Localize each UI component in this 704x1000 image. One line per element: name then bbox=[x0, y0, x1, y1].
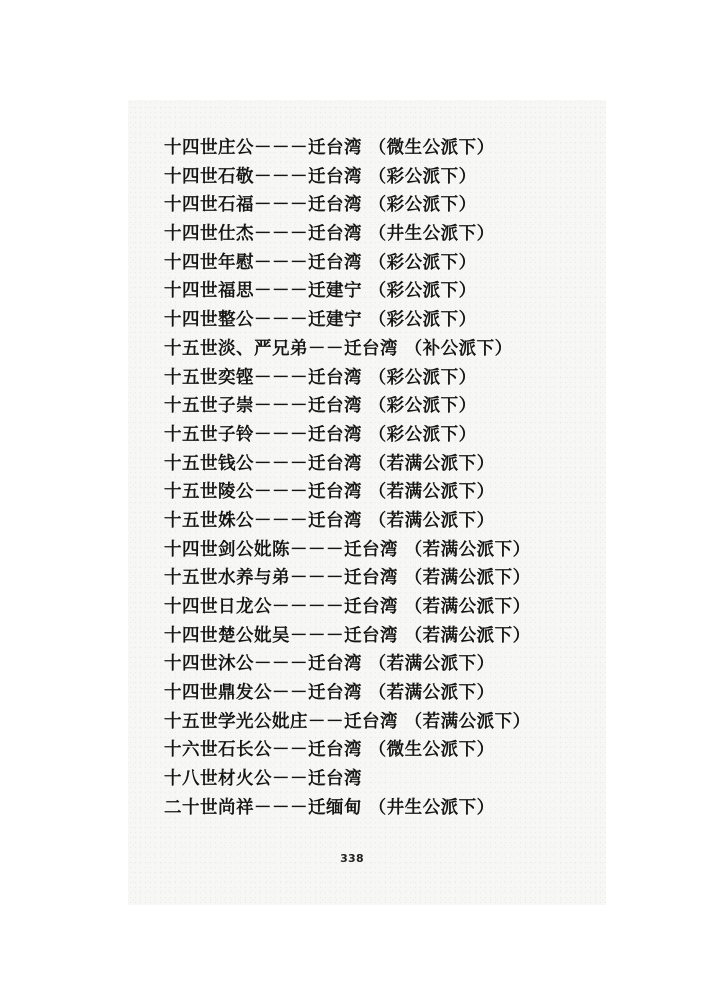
list-item: 十四世庄公－－－迁台湾 （微生公派下） bbox=[164, 138, 495, 158]
list-item: 十五世子铃－－－迁台湾 （彩公派下） bbox=[164, 424, 477, 445]
migration-list bbox=[164, 134, 531, 823]
list-item: 十五世淡、严兄弟－－迁台湾 （补公派下） bbox=[164, 338, 513, 359]
list-item: 十四世石敬－－－迁台湾 （彩公派下） bbox=[164, 166, 477, 187]
list-item: 十四世剑公妣陈－－－迁台湾 （若满公派下） bbox=[164, 539, 531, 560]
list-item: 十四世日龙公－－－－迁台湾 （若满公派下） bbox=[164, 597, 531, 617]
list-item: 十四世整公－－－迁建宁 （彩公派下） bbox=[164, 310, 477, 331]
list-item: 十六世石长公－－迁台湾 （微生公派下） bbox=[164, 740, 495, 761]
page-number: 338 bbox=[340, 852, 364, 865]
list-item: 十四世仕杰－－－迁台湾 （井生公派下） bbox=[164, 224, 495, 245]
list-item: 十四世鼎发公－－迁台湾 （若满公派下） bbox=[164, 683, 495, 704]
list-item: 十五世钱公－－－迁台湾 （若满公派下） bbox=[164, 453, 495, 474]
list-item: 十四世沐公－－－迁台湾 （若满公派下） bbox=[164, 654, 495, 675]
list-item: 二十世尚祥－－－迁缅甸 （井生公派下） bbox=[164, 797, 495, 818]
list-item: 十五世水养与弟－－－迁台湾 （若满公派下） bbox=[164, 568, 531, 589]
list-item: 十五世学光公妣庄－－迁台湾 （若满公派下） bbox=[164, 711, 531, 732]
list-item: 十五世奕铿－－－迁台湾 （彩公派下） bbox=[164, 367, 477, 388]
list-item: 十四世福思－－－迁建宁 （彩公派下） bbox=[164, 281, 477, 302]
list-item: 十五世子崇－－－迁台湾 （彩公派下） bbox=[164, 396, 477, 417]
list-item: 十八世材火公－－迁台湾 bbox=[164, 769, 362, 790]
list-item: 十四世石福－－－迁台湾 （彩公派下） bbox=[164, 195, 477, 216]
list-item: 十五世姝公－－－迁台湾 （若满公派下） bbox=[164, 510, 495, 531]
list-item: 十四世楚公妣吴－－－迁台湾 （若满公派下） bbox=[164, 625, 531, 646]
list-item: 十四世年慰－－－迁台湾 （彩公派下） bbox=[164, 252, 477, 273]
list-item: 十五世陵公－－－迁台湾 （若满公派下） bbox=[164, 482, 495, 503]
